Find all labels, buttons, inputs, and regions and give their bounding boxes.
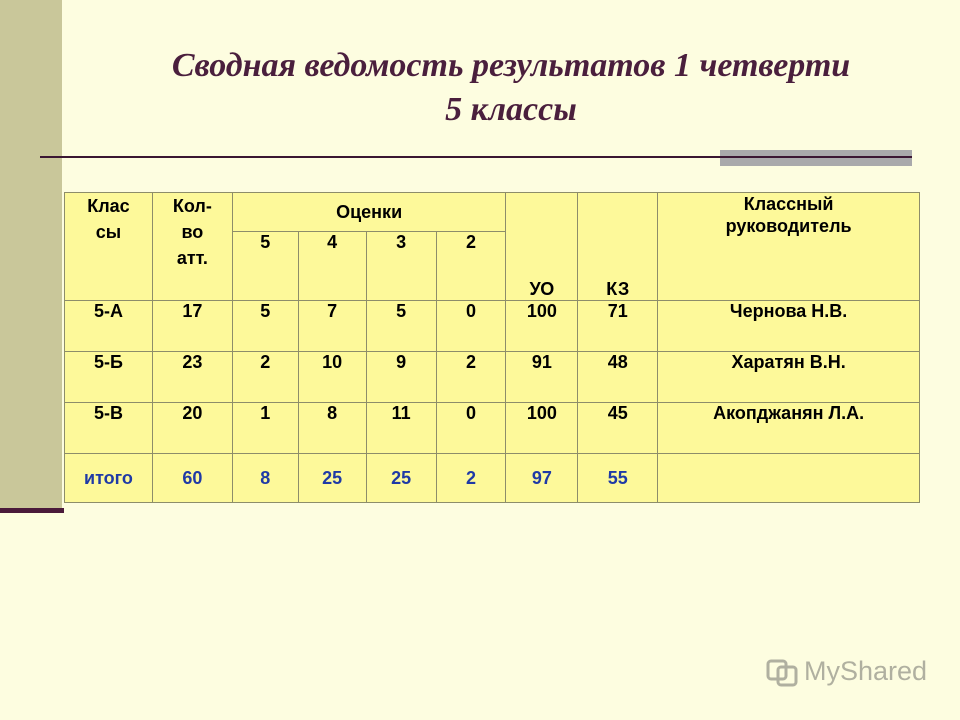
cell-grade-4: 7 xyxy=(298,301,366,352)
header-class: Клас сы xyxy=(65,193,153,301)
share-icon xyxy=(766,657,800,687)
cell-grade-5: 1 xyxy=(232,403,298,454)
header-grade-4: 4 xyxy=(298,232,366,301)
header-grade-3: 3 xyxy=(366,232,436,301)
total-grade-2: 2 xyxy=(436,454,506,503)
cell-grade-2: 0 xyxy=(436,403,506,454)
total-kz: 55 xyxy=(578,454,658,503)
header-teacher: Классный руководитель xyxy=(658,193,920,301)
title-line-1: Сводная ведомость результатов 1 четверти xyxy=(171,47,851,84)
cell-grade-2: 0 xyxy=(436,301,506,352)
cell-class: 5-В xyxy=(65,403,153,454)
total-teacher xyxy=(658,454,920,503)
cell-count: 20 xyxy=(152,403,232,454)
cell-grade-5: 2 xyxy=(232,352,298,403)
cell-uo: 91 xyxy=(506,352,578,403)
cell-grade-4: 10 xyxy=(298,352,366,403)
table-row xyxy=(65,403,920,454)
cell-uo: 100 xyxy=(506,403,578,454)
results-table xyxy=(64,192,920,503)
cell-teacher: Чернова Н.В. xyxy=(658,301,920,352)
header-kz: КЗ xyxy=(578,193,658,301)
title-line-2: 5 классы xyxy=(445,91,577,128)
cell-teacher: Харатян В.Н. xyxy=(658,352,920,403)
cell-kz: 48 xyxy=(578,352,658,403)
cell-count: 23 xyxy=(152,352,232,403)
cell-kz: 45 xyxy=(578,403,658,454)
total-grade-4: 25 xyxy=(298,454,366,503)
watermark-text: MyShared xyxy=(804,656,928,686)
cell-uo: 100 xyxy=(506,301,578,352)
watermark-logo xyxy=(766,656,927,687)
header-grade-5: 5 xyxy=(232,232,298,301)
cell-grade-3: 5 xyxy=(366,301,436,352)
table-row xyxy=(65,301,920,352)
cell-teacher: Акопджанян Л.А. xyxy=(658,403,920,454)
slide-title xyxy=(62,44,960,132)
header-grades: Оценки xyxy=(232,193,506,232)
left-decor-bar xyxy=(0,508,64,513)
total-uo: 97 xyxy=(506,454,578,503)
table-row xyxy=(65,352,920,403)
total-count: 60 xyxy=(152,454,232,503)
cell-grade-3: 11 xyxy=(366,403,436,454)
total-label: итого xyxy=(65,454,153,503)
cell-grade-4: 8 xyxy=(298,403,366,454)
left-decor-band xyxy=(0,0,62,510)
total-grade-3: 25 xyxy=(366,454,436,503)
cell-grade-2: 2 xyxy=(436,352,506,403)
title-divider-accent xyxy=(720,150,912,166)
cell-grade-3: 9 xyxy=(366,352,436,403)
header-count: Кол- во атт. xyxy=(152,193,232,301)
cell-grade-5: 5 xyxy=(232,301,298,352)
cell-count: 17 xyxy=(152,301,232,352)
header-uo: УО xyxy=(506,193,578,301)
header-row-top xyxy=(65,193,920,232)
cell-class: 5-А xyxy=(65,301,153,352)
cell-class: 5-Б xyxy=(65,352,153,403)
total-grade-5: 8 xyxy=(232,454,298,503)
title-divider-accent-line xyxy=(720,156,912,158)
table-row-total xyxy=(65,454,920,503)
header-grade-2: 2 xyxy=(436,232,506,301)
cell-kz: 71 xyxy=(578,301,658,352)
